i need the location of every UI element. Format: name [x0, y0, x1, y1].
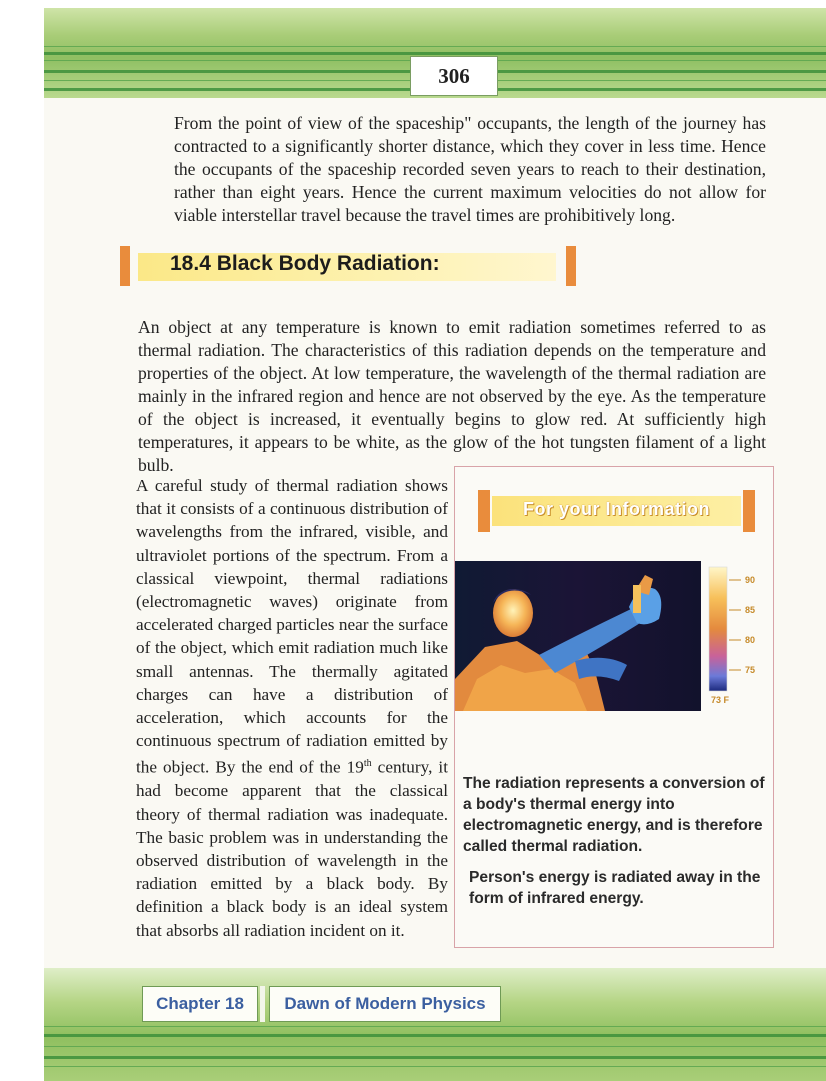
footer-stripe	[44, 1034, 826, 1037]
scale-label: 73 F	[711, 695, 730, 705]
chapter-title: Dawn of Modern Physics	[269, 986, 501, 1022]
body-paragraph-1: An object at any temperature is known to emit radiation sometimes referred to as thermal radiation. The characteristics of this radiation depends on the temperature and properties of the object. At low temperature, the wavelength of the thermal radiation are mainly in the infrared region and hence are not observed by the eye. As the temperature of the object is increased, it eventually begins to glow red. At sufficiently high temperatures, it appears to be white, as the glow of the hot tungsten filament of a light bulb.	[138, 317, 766, 475]
heading-accent-bar	[478, 490, 490, 532]
info-box-title: For your Information	[523, 499, 710, 519]
superscript: th	[363, 758, 372, 770]
heading-accent-bar	[743, 490, 755, 532]
body-paragraph-2	[136, 474, 448, 942]
paragraph-text: A careful study of thermal radiation shows that it consists of a continuous distribution of wavelengths from the infrared, visible, and ultraviolet portions of the spectrum. From a classical viewpoint, thermal radiations (electromagnetic waves) originate from accelerated charged particles near the surface of the object, which emit radiation much like small antennas. The thermally agitated charges can have a distribution of acceleration, which accounts for the continuous spectrum of radiation emitted by the object. By the end of the 19	[136, 476, 448, 778]
footer-stripe	[44, 1026, 826, 1027]
footer-separator	[260, 986, 265, 1022]
scale-label: 80	[745, 635, 756, 645]
scale-label: 90	[745, 575, 756, 585]
thermal-image	[455, 561, 773, 711]
heading-accent-bar	[120, 246, 130, 286]
page-number: 306	[410, 56, 498, 96]
footer-stripe	[44, 1046, 826, 1047]
info-box-heading	[478, 490, 755, 532]
heading-accent-bar	[566, 246, 576, 286]
footer-stripe	[44, 1056, 826, 1059]
page-footer-band	[44, 968, 826, 1081]
header-stripe	[44, 52, 826, 55]
info-box	[454, 466, 774, 948]
header-stripe	[44, 46, 826, 47]
chapter-label: Chapter 18	[142, 986, 258, 1022]
section-title: 18.4 Black Body Radiation:	[170, 252, 440, 275]
section-heading	[120, 246, 578, 286]
info-caption-2: Person's energy is radiated away in the form of infrared energy.	[469, 869, 761, 907]
intro-paragraph: From the point of view of the spaceship" occupants, the length of the journey has contracted to a significantly shorter distance, which they cover in less time. Hence the occupants of the spaceship recorded seven years to reach to their destination, rather than eight years. Hence the current maximum velocities do not allow for viable interstellar travel because the travel times are prohibitively long.	[174, 113, 766, 225]
scale-label: 75	[745, 665, 756, 675]
info-caption-1: The radiation represents a conversion of a body's thermal energy into electromagnetic energy, and is therefore called thermal radiation.	[463, 775, 765, 855]
paragraph-text: century, it had become apparent that the classical theory of thermal radiation was inadequate. The basic problem was in understanding the observed distribution of wavelength in the radiation emitted by a black body. By definition a black body is an ideal system that absorbs all radiation incident on it.	[136, 758, 448, 940]
scale-label: 85	[745, 605, 756, 615]
footer-stripe	[44, 1066, 826, 1067]
book-page	[44, 8, 826, 1081]
